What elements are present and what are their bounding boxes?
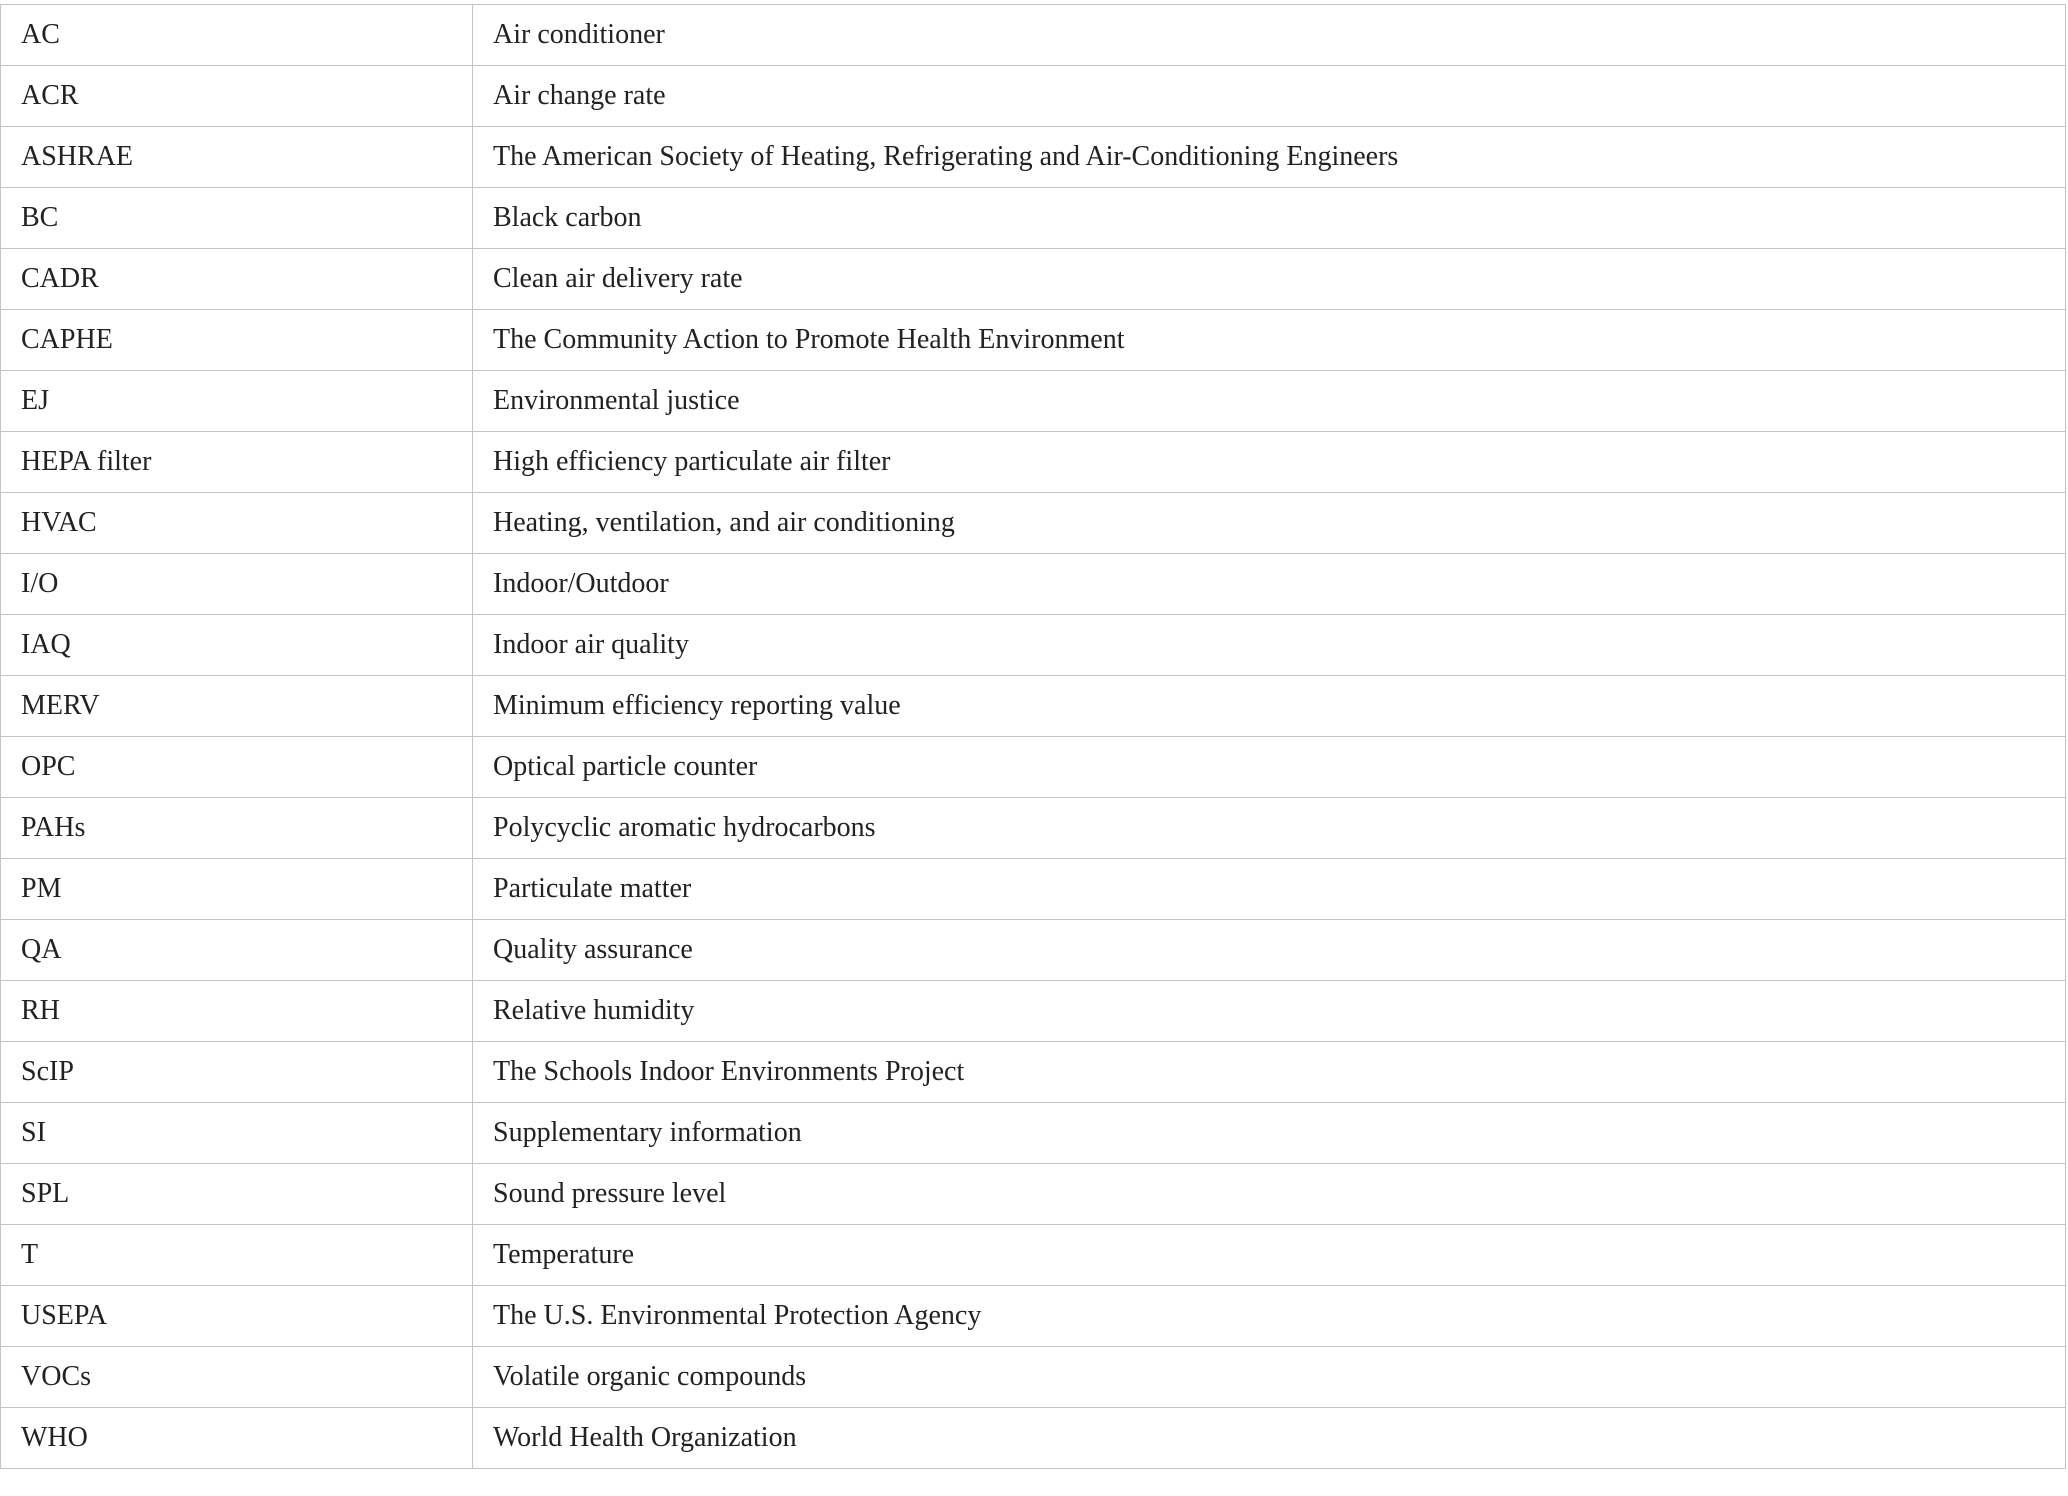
abbreviation-cell: OPC [1, 737, 473, 798]
table-row [1, 920, 2066, 981]
abbreviation-cell: PM [1, 859, 473, 920]
abbreviation-cell: HEPA filter [1, 432, 473, 493]
abbreviation-cell: EJ [1, 371, 473, 432]
definition-cell: Environmental justice [473, 371, 2066, 432]
definition-cell: Quality assurance [473, 920, 2066, 981]
table-row [1, 493, 2066, 554]
definition-cell: Minimum efficiency reporting value [473, 676, 2066, 737]
definition-cell: Volatile organic compounds [473, 1347, 2066, 1408]
table-row [1, 249, 2066, 310]
abbreviation-cell: T [1, 1225, 473, 1286]
table-row [1, 981, 2066, 1042]
table-row [1, 1103, 2066, 1164]
abbreviation-cell: AC [1, 5, 473, 66]
table-row [1, 1164, 2066, 1225]
table-row [1, 371, 2066, 432]
table-row [1, 127, 2066, 188]
abbreviations-table [0, 4, 2066, 1469]
abbreviation-cell: WHO [1, 1408, 473, 1469]
table-row [1, 859, 2066, 920]
definition-cell: Indoor air quality [473, 615, 2066, 676]
definition-cell: The American Society of Heating, Refrigerating and Air-Conditioning Engineers [473, 127, 2066, 188]
abbreviation-cell: RH [1, 981, 473, 1042]
table-row [1, 737, 2066, 798]
definition-cell: Clean air delivery rate [473, 249, 2066, 310]
definition-cell: Air change rate [473, 66, 2066, 127]
table-row [1, 310, 2066, 371]
table-row [1, 1042, 2066, 1103]
definition-cell: Optical particle counter [473, 737, 2066, 798]
abbreviation-cell: ACR [1, 66, 473, 127]
abbreviation-cell: PAHs [1, 798, 473, 859]
definition-cell: Particulate matter [473, 859, 2066, 920]
definition-cell: High efficiency particulate air filter [473, 432, 2066, 493]
table-row [1, 554, 2066, 615]
definition-cell: Heating, ventilation, and air conditioning [473, 493, 2066, 554]
definition-cell: Temperature [473, 1225, 2066, 1286]
table-row [1, 188, 2066, 249]
definition-cell: Relative humidity [473, 981, 2066, 1042]
table-row [1, 1225, 2066, 1286]
table-row [1, 1347, 2066, 1408]
abbreviation-cell: QA [1, 920, 473, 981]
definition-cell: World Health Organization [473, 1408, 2066, 1469]
table-row [1, 432, 2066, 493]
abbreviation-cell: SI [1, 1103, 473, 1164]
table-row [1, 66, 2066, 127]
abbreviation-cell: IAQ [1, 615, 473, 676]
definition-cell: Supplementary information [473, 1103, 2066, 1164]
definition-cell: Air conditioner [473, 5, 2066, 66]
abbreviation-cell: CADR [1, 249, 473, 310]
definition-cell: Indoor/Outdoor [473, 554, 2066, 615]
abbreviation-cell: VOCs [1, 1347, 473, 1408]
abbreviation-cell: MERV [1, 676, 473, 737]
abbreviation-cell: USEPA [1, 1286, 473, 1347]
table-row [1, 1408, 2066, 1469]
abbreviation-cell: ASHRAE [1, 127, 473, 188]
definition-cell: Polycyclic aromatic hydrocarbons [473, 798, 2066, 859]
table-row [1, 5, 2066, 66]
table-row [1, 615, 2066, 676]
abbreviations-table-body [1, 5, 2066, 1469]
abbreviation-cell: CAPHE [1, 310, 473, 371]
definition-cell: Black carbon [473, 188, 2066, 249]
table-row [1, 1286, 2066, 1347]
definition-cell: Sound pressure level [473, 1164, 2066, 1225]
definition-cell: The U.S. Environmental Protection Agency [473, 1286, 2066, 1347]
table-row [1, 798, 2066, 859]
abbreviation-cell: HVAC [1, 493, 473, 554]
abbreviation-cell: ScIP [1, 1042, 473, 1103]
abbreviation-cell: BC [1, 188, 473, 249]
abbreviation-cell: SPL [1, 1164, 473, 1225]
abbreviation-cell: I/O [1, 554, 473, 615]
definition-cell: The Community Action to Promote Health Environment [473, 310, 2066, 371]
definition-cell: The Schools Indoor Environments Project [473, 1042, 2066, 1103]
table-row [1, 676, 2066, 737]
